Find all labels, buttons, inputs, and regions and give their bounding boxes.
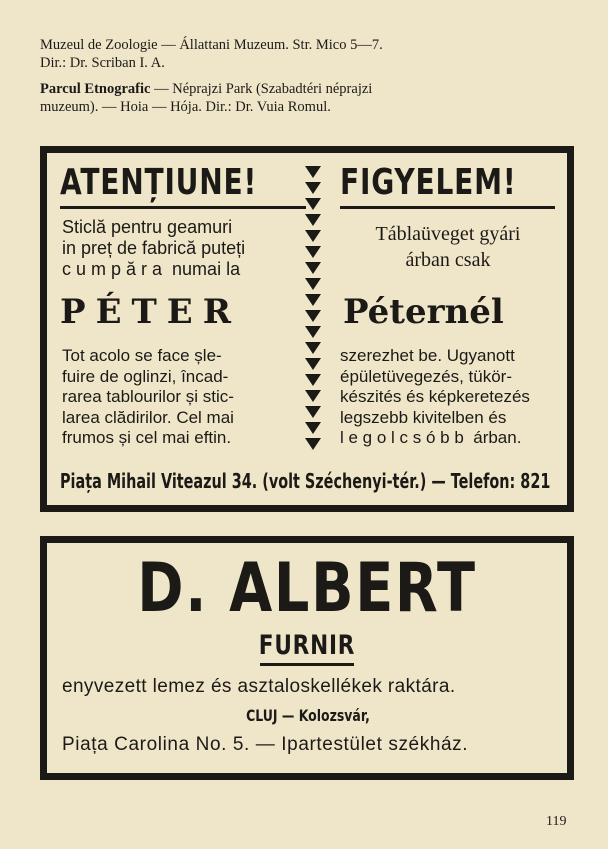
advertisement-peter [40,146,574,512]
down-arrow-icon [305,278,321,290]
text-line: rarea tablourilor și stic- [62,387,234,406]
text-line: Táblaüveget gyári [375,223,521,245]
down-arrow-icon [305,406,321,418]
ad-border-left [40,146,47,512]
down-arrow-icon [305,214,321,226]
heading-rule-left [60,206,306,209]
listing-line: Dir.: Dr. Scriban I. A. [40,55,165,71]
text-line: legszebb kivitelben és [340,407,507,427]
text-line: in preț de fabrică puteți [62,238,246,258]
down-arrow-icon [305,182,321,194]
down-arrow-icon [305,326,321,338]
text-line: szerezhet be. Ugyanott [340,346,515,365]
brand-subtitle: FURNIR [258,630,356,661]
heading-rule-right [340,206,555,209]
body-text-romanian [62,346,234,449]
down-arrow-icon [305,438,321,450]
city-line: CLUJ — Kolozsvár, [246,706,370,725]
listing-line [40,80,575,98]
text-line: fuire de oglinzi, încad- [62,366,229,386]
ad-border-bottom [40,505,574,512]
text-line: készités és képkeretezés [340,387,530,406]
down-arrow-icon [305,230,321,242]
text-line: Tot acolo se face șle- [62,346,222,365]
intro-text-hungarian [340,221,556,273]
merchant-name-romanian: PÉTER [60,292,241,332]
text-line: larea clădirilor. Cel mai [62,407,234,427]
down-arrow-icon [305,374,321,386]
listing-rest: — Néprajzi Park (Szabadtéri néprajzi [150,81,373,97]
heading-romanian: ATENȚIUNE! [60,162,258,203]
brand-name: D. ALBERT [137,549,477,628]
down-arrow-icon [305,262,321,274]
down-arrow-icon [305,166,321,178]
arrow-divider [298,166,328,454]
description-line: enyvezett lemez és asztaloskellékek raktára. [62,676,456,697]
subtitle-rule [260,663,354,666]
down-arrow-icon [305,342,321,354]
listing-bold: Parcul Etnografic [40,81,151,97]
page-number: 119 [546,814,567,829]
museum-listing-ethnographic [40,80,575,116]
merchant-name-hungarian: Péternél [343,292,504,332]
ad-border-left [40,536,47,780]
down-arrow-icon [305,198,321,210]
museum-listing-zoology [40,36,575,72]
text-line: épületüvegezés, tükör- [340,366,512,386]
body-text-hungarian [340,346,530,449]
down-arrow-icon [305,422,321,434]
down-arrow-icon [305,246,321,258]
down-arrow-icon [305,390,321,402]
advertisement-albert [40,536,574,780]
ad-border-right [567,536,574,780]
address-line: Piața Carolina No. 5. — Ipartestület székház. [62,734,469,755]
ad-border-bottom [40,773,574,780]
ad-border-top [40,146,574,153]
down-arrow-icon [305,358,321,370]
heading-hungarian: FIGYELEM! [340,162,517,203]
down-arrow-icon [305,310,321,322]
text-line: Sticlă pentru geamuri [62,217,233,237]
listing-line: Muzeul de Zoologie — Állattani Muzeum. Str. Mico 5—7. [40,37,383,53]
text-line: c u m p ă r a numai la [62,259,241,279]
text-line: árban csak [405,249,491,271]
address-line: Piața Mihail Viteazul 34. (volt Széchenyi-tér.) — Telefon: 821 [60,469,551,493]
ad-border-right [567,146,574,512]
ad-border-top [40,536,574,543]
listing-line: muzeum). — Hoia — Hója. Dir.: Dr. Vuia Romul. [40,99,331,115]
intro-text-romanian [62,217,245,280]
text-line: frumos și cel mai eftin. [62,428,232,447]
down-arrow-icon [305,294,321,306]
text-line: l e g o l c s ó b b árban. [340,428,522,447]
